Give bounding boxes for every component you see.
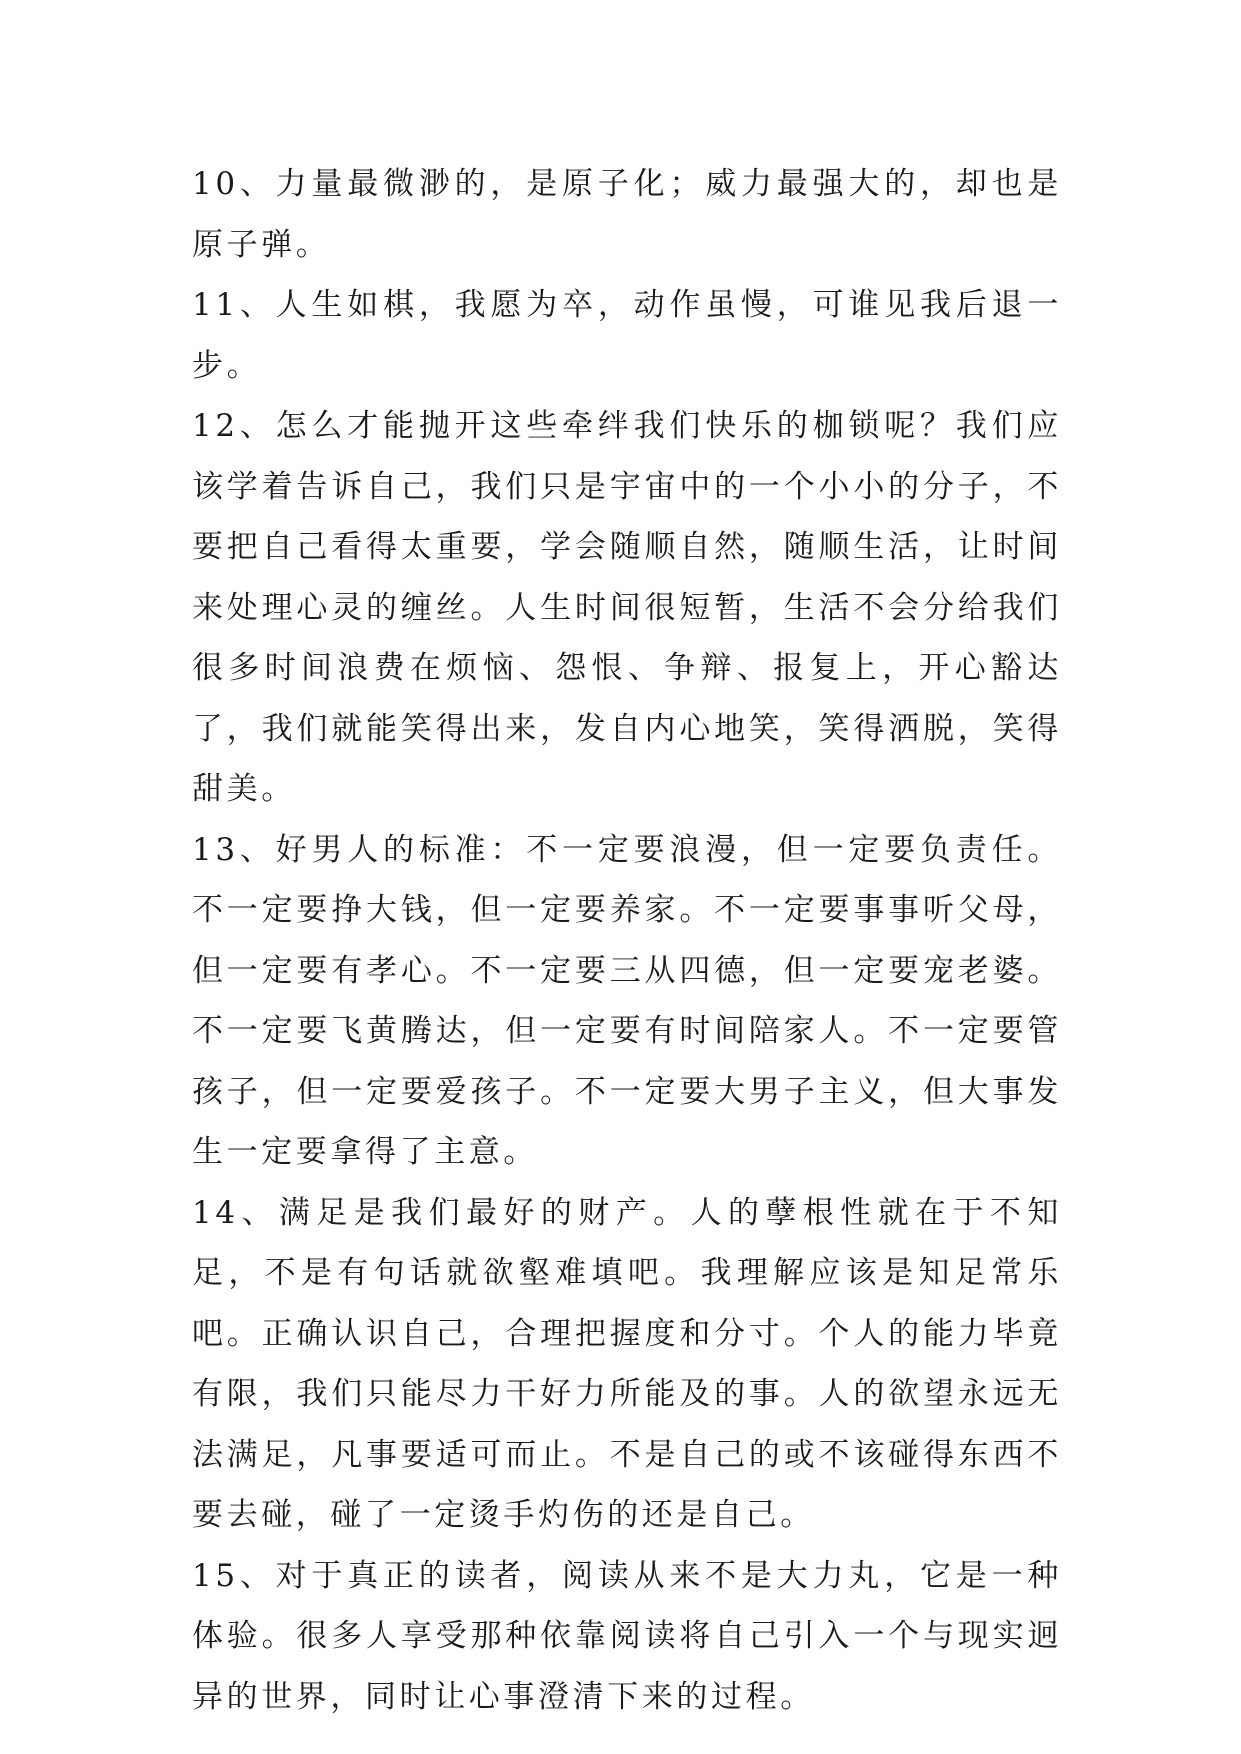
paragraph-15: 15、对于真正的读者，阅读从来不是大力丸，它是一种体验。很多人享受那种依靠阅读将自己引入一个与现实迥异的世界，同时让心事澄清下来的过程。: [192, 1557, 1062, 1715]
paragraph-10: 10、力量最微渺的，是原子化；威力最强大的，却也是原子弹。: [192, 166, 1062, 263]
paragraph-13: 13、好男人的标准：不一定要浪漫，但一定要负责任。不一定要挣大钱，但一定要养家。不一定要事事听父母，但一定要有孝心。不一定要三从四德，但一定要宠老婆。不一定要飞黄腾达，但一定要有时间陪家人。不一定要管孩子，但一定要爱孩子。不一定要大男子主义，但大事发生一定要拿得了主意。: [192, 831, 1062, 1170]
document-body: [192, 154, 1062, 1727]
paragraph-12: 12、怎么才能抛开这些牵绊我们快乐的枷锁呢？我们应该学着告诉自己，我们只是宇宙中的一个小小的分子，不要把自己看得太重要，学会随顺自然，随顺生活，让时间来处理心灵的缠丝。人生时间很短暂，生活不会分给我们很多时间浪费在烦恼、怨恨、争辩、报复上，开心豁达了，我们就能笑得出来，发自内心地笑，笑得洒脱，笑得甜美。: [192, 408, 1062, 807]
paragraph-11: 11、人生如棋，我愿为卒，动作虽慢，可谁见我后退一步。: [192, 287, 1062, 384]
paragraph-14: 14、满足是我们最好的财产。人的孽根性就在于不知足，不是有句话就欲壑难填吧。我理解应该是知足常乐吧。正确认识自己，合理把握度和分寸。个人的能力毕竟有限，我们只能尽力干好力所能及的事。人的欲望永远无法满足，凡事要适可而止。不是自己的或不该碰得东西不要去碰，碰了一定烫手灼伤的还是自己。: [192, 1194, 1062, 1533]
